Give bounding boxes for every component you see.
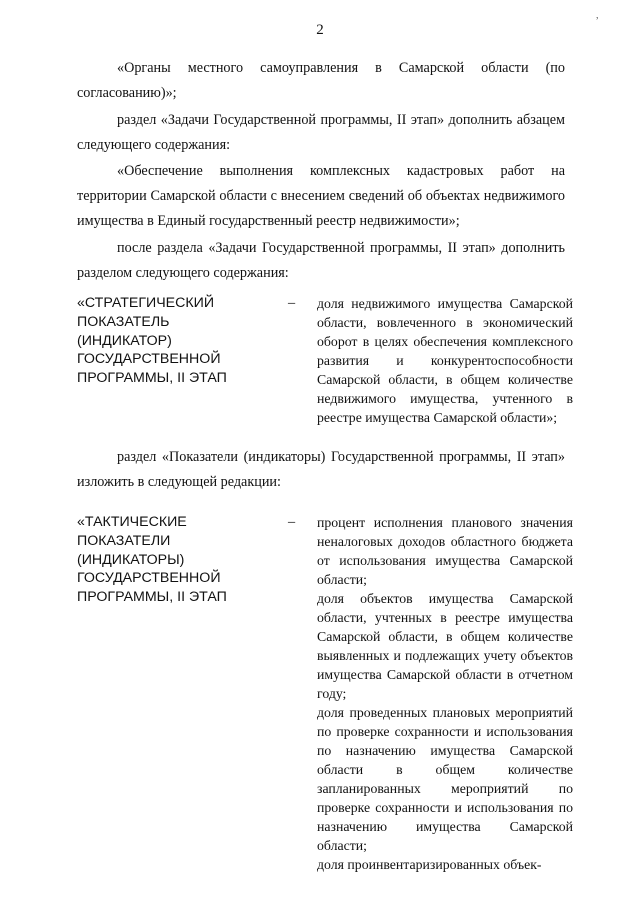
tactical-indicators-text [317,513,573,874]
dash: – [288,295,296,311]
title-line: ПОКАЗАТЕЛЬ [77,313,170,330]
paragraph-cadastral-works: «Обеспечение выполнения комплексных кадастровых работ на территории Самарской области с внесением сведений об объектах недвижимого имущества в Единый государственный реестр недвижимости»; [77,163,565,229]
strategic-indicator-text [317,294,573,427]
scan-mark: , [596,10,599,21]
indicator-item: доля проинвентаризированных объек- [317,857,542,872]
dash: – [288,514,296,530]
title-line: «СТРАТЕГИЧЕСКИЙ [77,295,215,311]
paragraph-indicators-section: раздел «Показатели (индикаторы) Государственной программы, II этап» изложить в следующей редакции: [77,449,565,490]
strategic-indicator-title [77,294,277,388]
indicator-item: доля недвижимого имущества Самарской области, вовлеченного в экономический оборот в целях обеспечения комплексного развития и конкурентоспособности Самарской области, в общем количестве недвижимого имущества, учтенного в реестре имущества Самарской области»; [317,296,573,425]
paragraph-organs: «Органы местного самоуправления в Самарской области (по согласованию)»; [77,60,565,101]
paragraph-new-section: после раздела «Задачи Государственной программы, II этап» дополнить разделом следующего содержания: [77,240,565,281]
title-line: ПРОГРАММЫ, II ЭТАП [77,370,227,387]
title-line: ГОСУДАРСТВЕННОЙ [77,351,221,368]
indicator-item: процент исполнения планового значения неналоговых доходов областного бюджета от использования имущества Самарской области; [317,515,573,587]
indicator-item: доля проведенных плановых мероприятий по проверке сохранности и использования по назначению имущества Самарской области в общем количестве запланированных мероприятий по проверке сохранности и использования по назначению имущества Самарской области; [317,705,573,853]
title-line: (ИНДИКАТОРЫ) [77,551,185,568]
title-line: (ИНДИКАТОР) [77,332,172,349]
title-line: «ТАКТИЧЕСКИЕ [77,514,187,530]
page-number: 2 [316,22,324,38]
title-line: ПОКАЗАТЕЛИ [77,532,171,549]
title-line: ГОСУДАРСТВЕННОЙ [77,570,221,587]
indicator-item: доля объектов имущества Самарской области, учтенных в реестре имущества Самарской области, в общем количестве выявленных и подлежащих учету объектов имущества Самарской области в отчетном году; [317,591,573,701]
tactical-indicators-title [77,513,277,607]
title-line: ПРОГРАММЫ, II ЭТАП [77,589,227,606]
paragraph-tasks-addition: раздел «Задачи Государственной программы, II этап» дополнить абзацем следующего содержания: [77,112,565,153]
